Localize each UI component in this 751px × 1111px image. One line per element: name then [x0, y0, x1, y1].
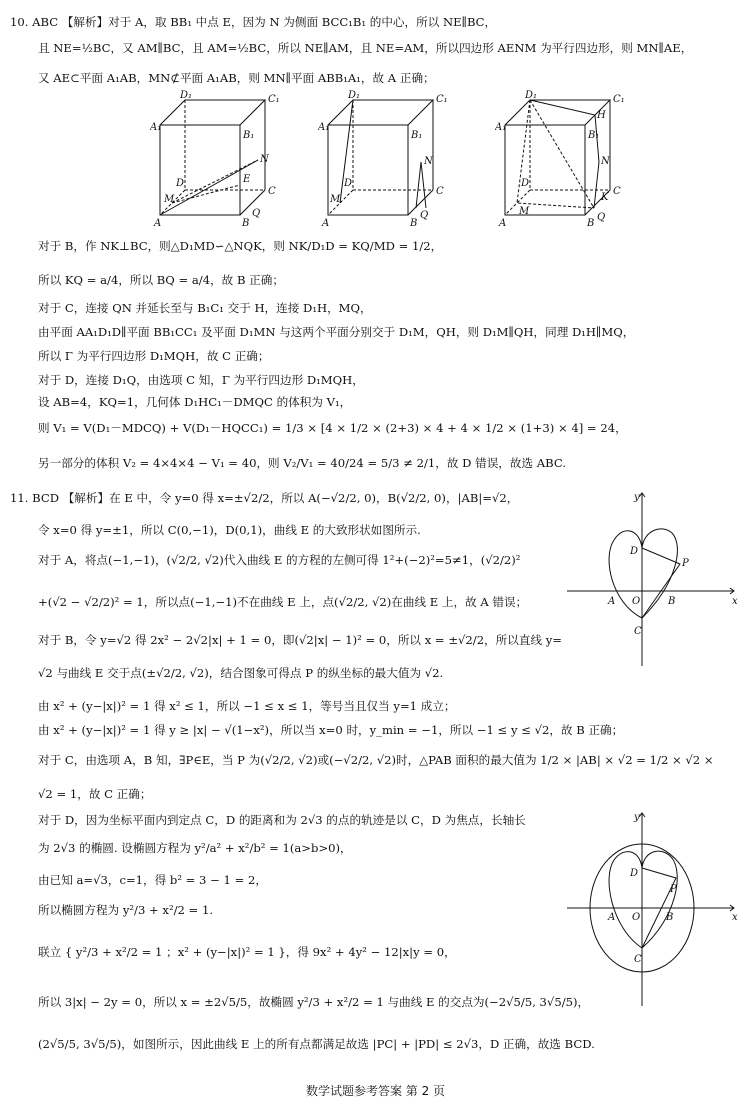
- cube3-label-D1: D₁: [525, 90, 538, 101]
- q11-line-8: 由 x² + (y−|x|)² = 1 得 y ≥ |x| − √(1−x²)，所以当 x=0 时，y_min = −1，所以 −1 ≤ y ≤ √2，故 B 正确；: [38, 723, 624, 737]
- q11-line-16: 所以 3|x| − 2y = 0，所以 x = ±2√5/5，故椭圆 y²/3 + x²/2 = 1 与曲线 E 的交点为(−2√5/5, 3√5/5)，: [38, 995, 590, 1009]
- cube-figure-3: [495, 90, 635, 230]
- cube3-label-Q: Q: [597, 212, 606, 223]
- graph2-label-O: O: [632, 912, 641, 923]
- graph1-label-B: B: [668, 596, 676, 607]
- q10-line-10: 设 AB=4，KQ=1，几何体 D₁HC₁－DMQC 的体积为 V₁，: [38, 395, 352, 409]
- graph2-label-B: B: [666, 912, 674, 923]
- graph1-label-C: C: [634, 626, 642, 637]
- page-footer: 数学试题参考答案 第 2 页: [305, 1084, 446, 1098]
- cube-figure-3-svg: [495, 90, 635, 230]
- q11-line-10: √2 = 1，故 C 正确；: [38, 787, 152, 801]
- cube3-label-M: M: [519, 206, 530, 217]
- cube1-label-M: M: [164, 194, 175, 205]
- cube2-label-Q: Q: [420, 210, 429, 221]
- cube1-label-D: D: [176, 178, 185, 189]
- cube2-label-M: M: [330, 194, 341, 205]
- q11-line-13: 由已知 a=√3，c=1，得 b² = 3 − 1 = 2，: [38, 873, 267, 887]
- cube3-label-K: K: [601, 192, 609, 203]
- graph2-label-P: P: [670, 884, 677, 895]
- cube-figure-2: [318, 90, 458, 230]
- cube2-label-D1: D₁: [348, 90, 361, 101]
- q10-line-4: 对于 B，作 NK⊥BC，则△D₁MD∽△NQK，则 NK/D₁D = KQ/MD = 1/2，: [38, 239, 443, 253]
- q11-line-12: 为 2√3 的椭圆. 设椭圆方程为 y²/a² + x²/b² = 1(a>b>0)，: [38, 841, 352, 855]
- cube3-label-A: A: [499, 218, 507, 229]
- cube2-label-C: C: [436, 186, 444, 197]
- cube2-label-D: D: [344, 178, 353, 189]
- cube2-label-A1: A₁: [318, 122, 330, 133]
- q11-line-11: 对于 D，因为坐标平面内到定点 C，D 的距离和为 2√3 的点的轨迹是以 C，D 为焦点，长轴长: [38, 813, 526, 827]
- cube1-label-A: A: [154, 218, 162, 229]
- q10-line-9: 对于 D，连接 D₁Q，由选项 C 知，Γ 为平行四边形 D₁MQH，: [38, 373, 364, 387]
- cube1-label-D1: D₁: [180, 90, 193, 101]
- cube1-label-N: N: [260, 154, 269, 165]
- q10-line-11: 则 V₁ = V(D₁－MDCQ) + V(D₁－HQCC₁) = 1/3 × [4 × 1/2 × (2+3) × 4 + 4 × 1/2 × (1+3) × 4] = 24，: [38, 421, 627, 435]
- q10-line-8: 所以 Γ 为平行四边形 D₁MQH，故 C 正确；: [38, 349, 270, 363]
- heart-ellipse-svg: [562, 808, 742, 1008]
- graph1-label-A: A: [608, 596, 616, 607]
- q10-line-1: 10. ABC 【解析】对于 A，取 BB₁ 中点 E，因为 N 为侧面 BCC₁B₁ 的中心，所以 NE∥BC，: [10, 15, 497, 29]
- q11-line-1: 11. BCD 【解析】在 E 中，令 y=0 得 x=±√2/2，所以 A(−√2/2, 0)，B(√2/2, 0)，|AB|=√2，: [10, 491, 519, 505]
- q11-line-7: 由 x² + (y−|x|)² = 1 得 x² ≤ 1，所以 −1 ≤ x ≤ 1，等号当且仅当 y=1 成立；: [38, 699, 456, 713]
- cube3-label-B: B: [587, 218, 595, 229]
- cube2-label-B: B: [410, 218, 418, 229]
- q11-line-17: (2√5/5, 3√5/5)，如图所示，因此曲线 E 上的所有点都满足故选 |PC| + |PD| ≤ 2√3，D 正确，故选 BCD.: [38, 1037, 595, 1051]
- cube2-label-A: A: [322, 218, 330, 229]
- heart-curve-svg: [562, 488, 742, 668]
- cube1-label-C: C: [268, 186, 276, 197]
- q11-line-6: √2 与曲线 E 交于点(±√2/2, √2)，结合图象可得点 P 的纵坐标的最大值为 √2.: [38, 666, 444, 680]
- graph2-label-D: D: [630, 868, 639, 879]
- cube3-label-N: N: [601, 156, 610, 167]
- cube1-label-E: E: [243, 174, 251, 185]
- cube3-label-A1: A₁: [495, 122, 507, 133]
- q11-line-14: 所以椭圆方程为 y²/3 + x²/2 = 1.: [38, 903, 214, 917]
- cube3-label-C1: C₁: [613, 94, 625, 105]
- graph2-label-A: A: [608, 912, 616, 923]
- cube1-label-C1: C₁: [268, 94, 280, 105]
- cube1-label-A1: A₁: [150, 122, 162, 133]
- q10-line-5: 所以 KQ = a/4，所以 BQ = a/4，故 B 正确；: [38, 273, 284, 287]
- cube2-label-N: N: [424, 156, 433, 167]
- graph2-label-y: y: [634, 812, 640, 823]
- q11-line-2: 令 x=0 得 y=±1，所以 C(0,−1)，D(0,1)，曲线 E 的大致形状如图所示.: [38, 523, 421, 537]
- cube2-label-C1: C₁: [436, 94, 448, 105]
- cube2-label-B1: B₁: [411, 130, 423, 141]
- graph1-label-P: P: [682, 558, 689, 569]
- graph1-label-y: y: [634, 492, 640, 503]
- graph1-label-x: x: [732, 596, 738, 607]
- cube3-label-B1: B₁: [588, 130, 600, 141]
- cube1-label-B: B: [242, 218, 250, 229]
- cube3-label-C: C: [613, 186, 621, 197]
- q10-line-6: 对于 C，连接 QN 并延长至与 B₁C₁ 交于 H，连接 D₁H，MQ，: [38, 301, 372, 315]
- cube3-label-D: D: [521, 178, 530, 189]
- graph2-label-C: C: [634, 954, 642, 965]
- graph1-label-D: D: [630, 546, 639, 557]
- q11-line-5: 对于 B，令 y=√2 得 2x² − 2√2|x| + 1 = 0，即(√2|x| − 1)² = 0，所以 x = ±√2/2，所以直线 y=: [38, 633, 563, 647]
- cube1-label-Q: Q: [252, 208, 261, 219]
- cube-figure-1: [150, 90, 280, 230]
- heart-ellipse-graph: [562, 808, 742, 1008]
- q10-line-3: 又 AE⊂平面 A₁AB，MN⊄平面 A₁AB，则 MN∥平面 ABB₁A₁，故 A 正确；: [38, 71, 435, 85]
- q11-line-9: 对于 C，由选项 A，B 知，∃P∈E，当 P 为(√2/2, √2)或(−√2/2, √2)时，△PAB 面积的最大值为 1/2 × |AB| × √2 = 1/2 × √2 ×: [38, 753, 714, 767]
- cube1-label-B1: B₁: [243, 130, 255, 141]
- heart-curve-graph: [562, 488, 742, 668]
- q10-line-12: 另一部分的体积 V₂ = 4×4×4 − V₁ = 40，则 V₂/V₁ = 40/24 = 5/3 ≠ 2/1，故 D 错误，故选 ABC.: [38, 456, 567, 470]
- cube-figure-2-svg: [318, 90, 458, 230]
- q11-line-4: +(√2 − √2/2)² = 1，所以点(−1,−1)不在曲线 E 上，点(√2/2, √2)在曲线 E 上，故 A 错误；: [38, 595, 528, 609]
- q10-line-2: 且 NE=½BC，又 AM∥BC，且 AM=½BC，所以 NE∥AM，且 NE=AM，所以四边形 AENM 为平行四边形，则 MN∥AE，: [38, 41, 693, 55]
- graph1-label-O: O: [632, 596, 641, 607]
- cube-figure-1-svg: [150, 90, 280, 230]
- q11-line-3: 对于 A，将点(−1,−1)，(√2/2, √2)代入曲线 E 的方程的左侧可得 1²+(−2)²=5≠1，(√2/2)²: [38, 553, 521, 567]
- cube3-label-H: H: [597, 110, 606, 121]
- q10-line-7: 由平面 AA₁D₁D∥平面 BB₁CC₁ 及平面 D₁MN 与这两个平面分别交于 D₁M，QH，则 D₁M∥QH，同理 D₁H∥MQ，: [38, 325, 635, 339]
- q11-line-15: 联立 { y²/3 + x²/2 = 1 ；x² + (y−|x|)² = 1 }，得 9x² + 4y² − 12|x|y = 0，: [38, 945, 456, 959]
- graph2-label-x: x: [732, 912, 738, 923]
